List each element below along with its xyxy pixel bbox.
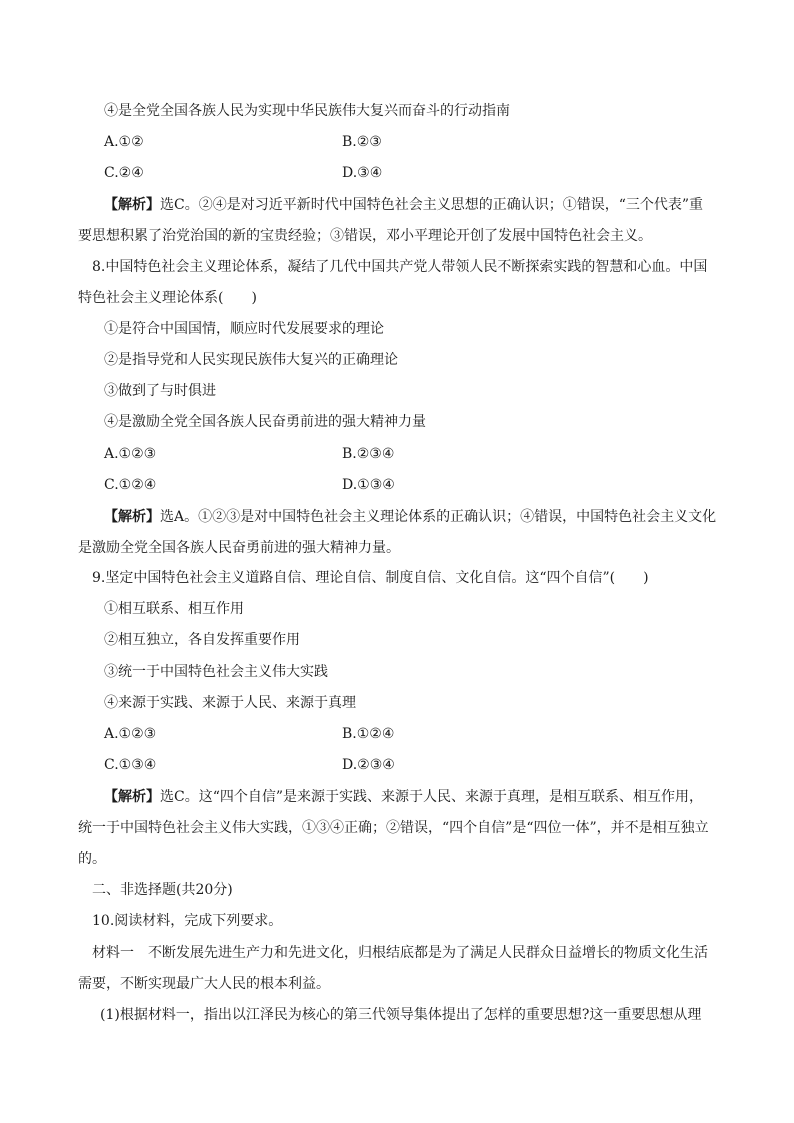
- q10-sub-question-1: (1)根据材料一，指出以江泽民为核心的第三代领导集体提出了怎样的重要思想?这一重要思想从理: [100, 1007, 702, 1023]
- q9-item-2: ②相互独立，各自发挥重要作用: [104, 632, 300, 648]
- q10-stem: 10.阅读材料，完成下列要求。: [92, 913, 283, 929]
- q7-option-a: A.①②: [104, 134, 144, 150]
- q10-material-1-line-2: 需要，不断实现最广大人民的根本利益。: [78, 976, 330, 992]
- q9-analysis-text-2: 统一于中国特色社会主义伟大实践，①③④正确；②错误，“四个自信”是“四位一体”，并不是相互独立: [78, 820, 709, 836]
- q9-item-4: ④来源于实践、来源于人民、来源于真理: [104, 695, 356, 711]
- q9-option-a: A.①②③: [104, 726, 157, 742]
- q9-analysis-text-1: 选C。这“四个自信”是来源于实践、来源于人民、来源于真理，是相互联系、相互作用，: [160, 789, 704, 805]
- q7-analysis: [104, 195, 703, 215]
- section-heading: 二、非选择题(共20分): [92, 882, 233, 898]
- q8-item-1: ①是符合中国国情，顺应时代发展要求的理论: [104, 321, 384, 337]
- analysis-tag: 【解析】: [104, 197, 160, 213]
- analysis-tag: 【解析】: [104, 789, 160, 805]
- q8-item-4: ④是激励全党全国各族人民奋勇前进的强大精神力量: [104, 414, 426, 430]
- q7-option-c: C.②④: [104, 165, 144, 181]
- q8-item-3: ③做到了与时俱进: [104, 383, 216, 399]
- q9-option-d: D.②③④: [342, 757, 395, 773]
- q8-analysis-text-1: 选A。①②③是对中国特色社会主义理论体系的正确认识；④错误，中国特色社会主义文化: [160, 509, 717, 525]
- q9-option-b: B.①②④: [342, 726, 395, 742]
- q9-analysis: [104, 787, 703, 807]
- q7-analysis-text-2: 要思想积累了治党治国的新的宝贵经验；③错误，邓小平理论开创了发展中国特色社会主义。: [78, 228, 652, 244]
- q8-analysis: [104, 507, 716, 527]
- q9-stem: 9.坚定中国特色社会主义道路自信、理论自信、制度自信、文化自信。这“四个自信”( ): [92, 570, 649, 586]
- q9-item-1: ①相互联系、相互作用: [104, 601, 244, 617]
- q7-option-b: B.②③: [342, 134, 382, 150]
- q7-analysis-text-1: 选C。②④是对习近平新时代中国特色社会主义思想的正确认识；①错误，“三个代表”重: [160, 197, 704, 213]
- q8-option-a: A.①②③: [104, 446, 157, 462]
- q8-stem-1: 8.中国特色社会主义理论体系，凝结了几代中国共产党人带领人民不断探索实践的智慧和心血。中国: [92, 259, 708, 275]
- q7-item-4: ④是全党全国各族人民为实现中华民族伟大复兴而奋斗的行动指南: [104, 103, 510, 119]
- q8-option-c: C.①②④: [104, 477, 157, 493]
- analysis-tag: 【解析】: [104, 509, 160, 525]
- q9-option-c: C.①③④: [104, 757, 157, 773]
- q9-item-3: ③统一于中国特色社会主义伟大实践: [104, 664, 328, 680]
- q8-analysis-text-2: 是激励全党全国各族人民奋勇前进的强大精神力量。: [78, 540, 400, 556]
- q8-stem-2: 特色社会主义理论体系( ): [78, 290, 257, 306]
- q8-option-b: B.②③④: [342, 446, 395, 462]
- q7-option-d: D.③④: [342, 165, 383, 181]
- q10-material-1-line-1: 材料一 不断发展先进生产力和先进文化，归根结底都是为了满足人民群众日益增长的物质文化生活: [92, 945, 708, 961]
- q9-analysis-text-3: 的。: [78, 851, 106, 867]
- q8-option-d: D.①③④: [342, 477, 395, 493]
- q8-item-2: ②是指导党和人民实现民族伟大复兴的正确理论: [104, 352, 398, 368]
